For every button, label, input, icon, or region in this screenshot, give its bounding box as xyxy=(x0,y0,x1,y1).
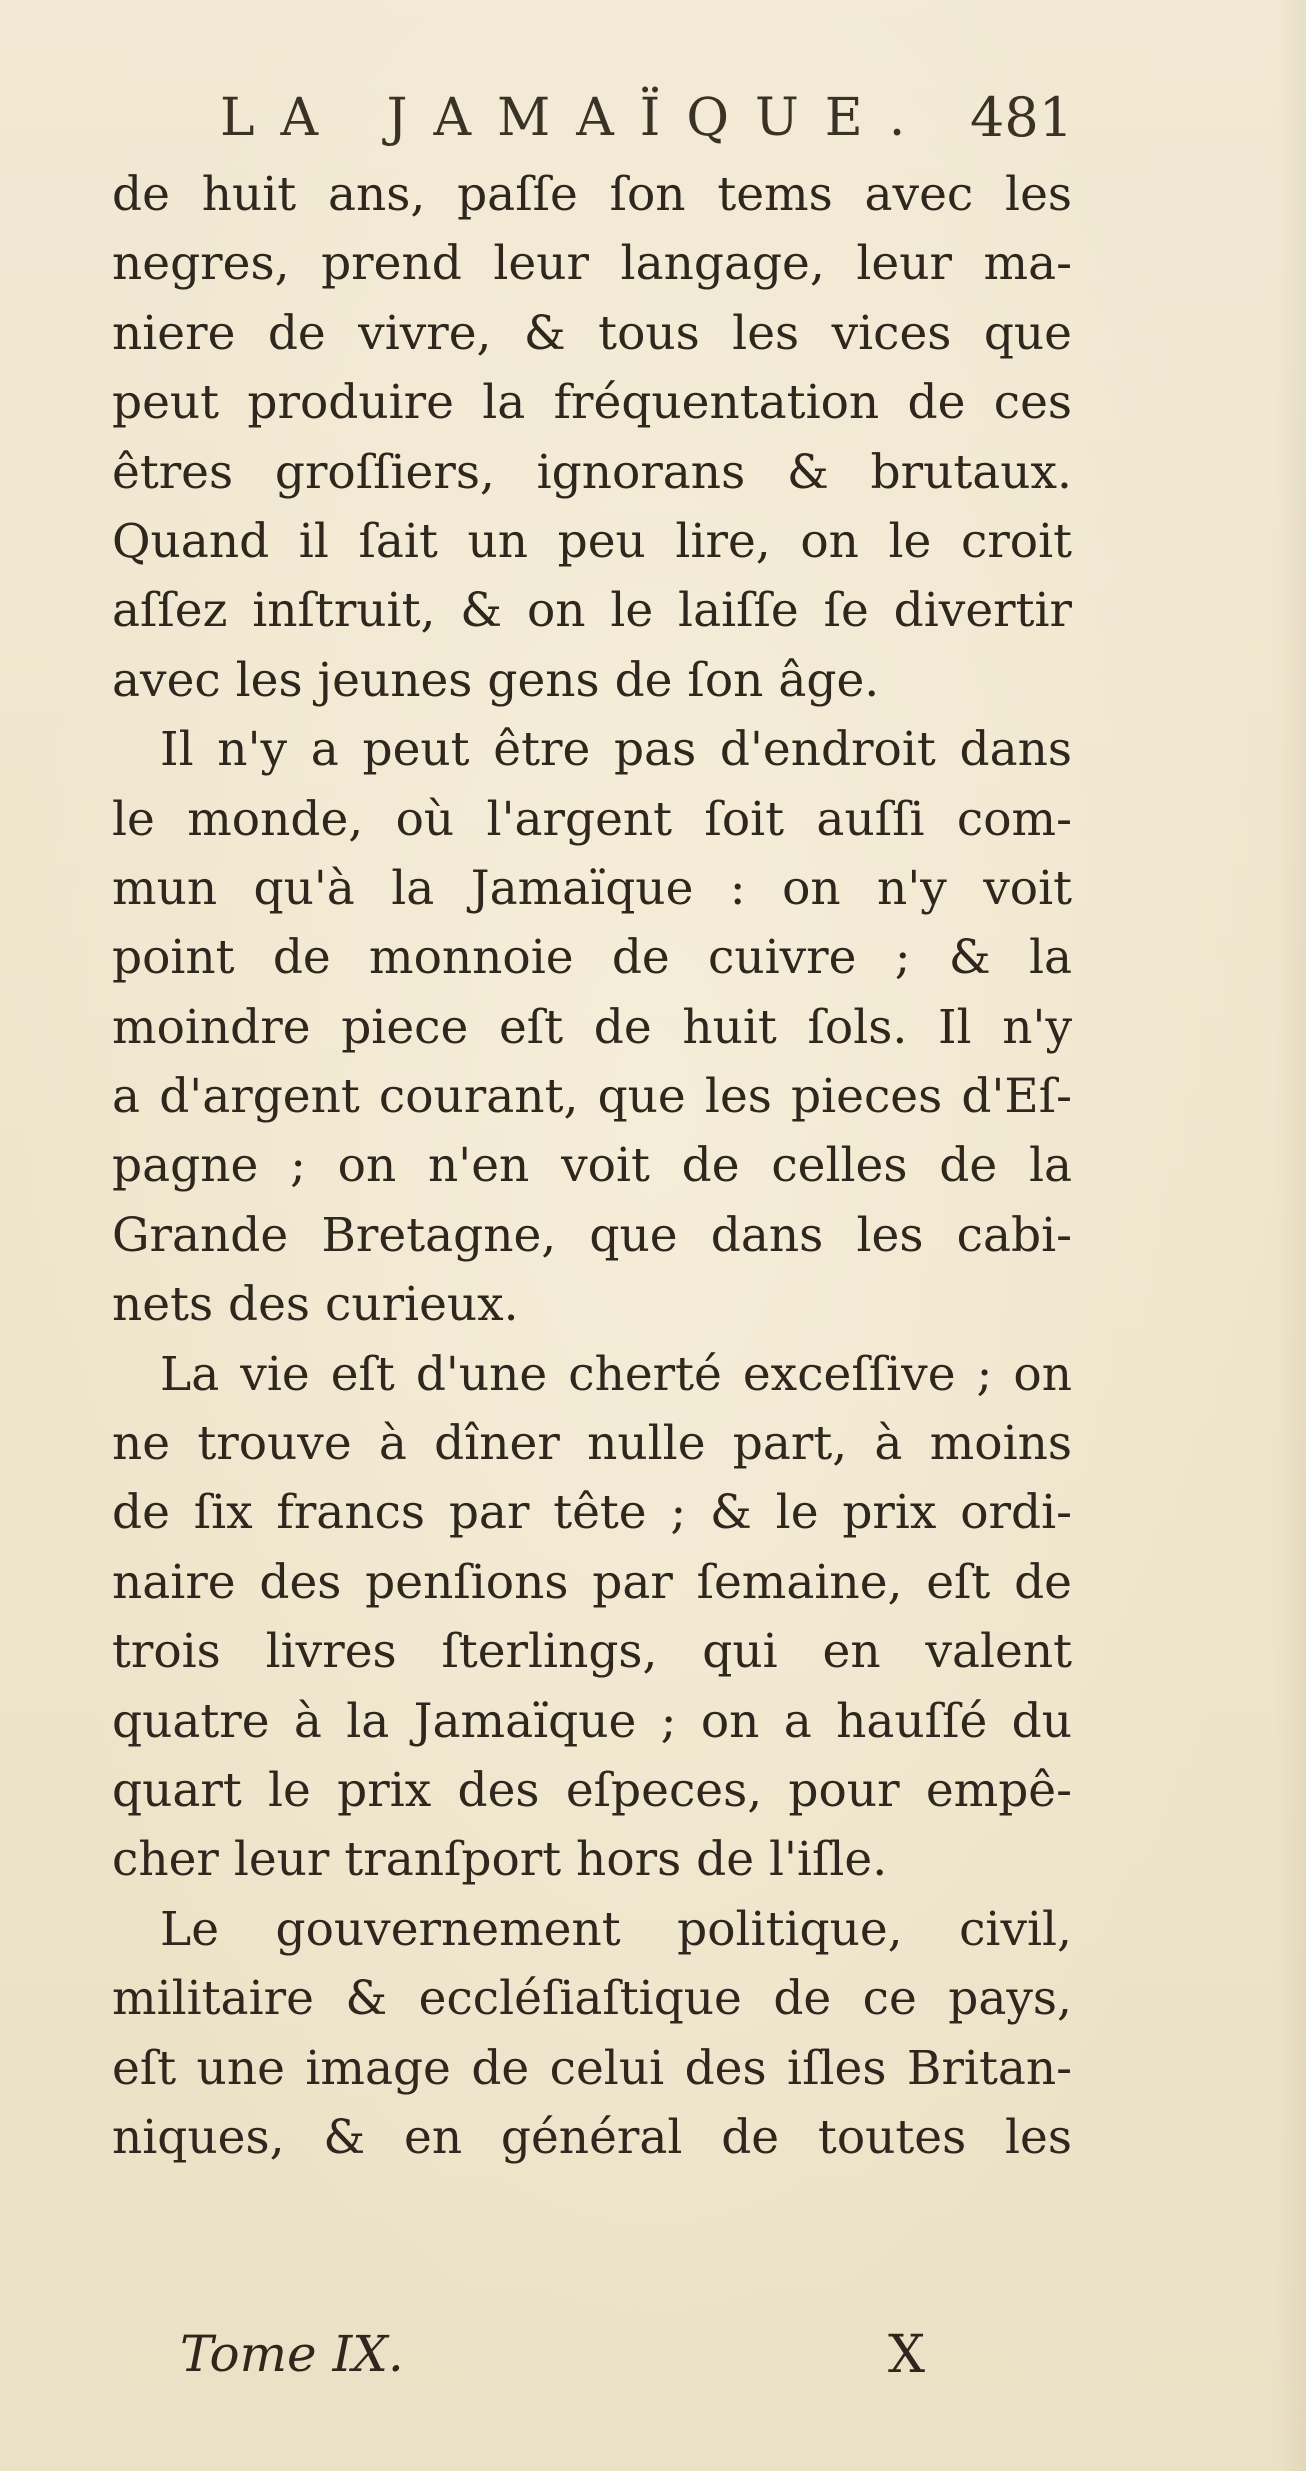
text-line: avec les jeunes gens de ſon âge. xyxy=(112,652,880,708)
text-line: ne trouve à dîner nulle part, à moins xyxy=(112,1416,1072,1472)
signature-mark: X xyxy=(888,2325,926,2385)
text-line: nets des curieux. xyxy=(112,1277,519,1333)
text-line: cher leur tranſport hors de l'iſle. xyxy=(112,1832,888,1888)
text-line: Quand il ſait un peu lire, on le croit xyxy=(112,513,1072,569)
text-line: niques, & en général de toutes les xyxy=(112,2109,1072,2165)
text-line: naire des penſions par ſemaine, eſt de xyxy=(112,1554,1072,1610)
running-head-title: LA JAMAÏQUE. xyxy=(220,88,932,148)
page-footer xyxy=(180,2325,980,2395)
running-head xyxy=(180,78,1080,158)
text-line: Grande Bretagne, que dans les cabi- xyxy=(112,1207,1072,1263)
text-line: a d'argent courant, que les pieces d'Eſ- xyxy=(112,1069,1072,1125)
body-text xyxy=(112,160,1072,2172)
text-line: quatre à la Jamaïque ; on a hauſſé du xyxy=(112,1693,1072,1749)
volume-mark: Tome IX. xyxy=(180,2325,404,2383)
page-edge-shadow xyxy=(1276,0,1306,2471)
page-number: 481 xyxy=(970,86,1074,149)
text-line: quart le prix des eſpeces, pour empê- xyxy=(112,1762,1072,1818)
text-line: eſt une image de celui des iſles Britan- xyxy=(112,2040,1072,2096)
text-line: La vie eſt d'une cherté exceſſive ; on xyxy=(160,1346,1072,1402)
text-line: de huit ans, paſſe ſon tems avec les xyxy=(112,167,1072,222)
text-line: militaire & eccléſiaſtique de ce pays, xyxy=(112,1971,1072,2027)
text-line: le monde, où l'argent ſoit auſſi com- xyxy=(112,791,1072,847)
text-line: mun qu'à la Jamaïque : on n'y voit xyxy=(112,860,1072,916)
text-line: point de monnoie de cuivre ; & la xyxy=(112,930,1072,986)
text-line: peut produire la fréquentation de ces xyxy=(112,375,1072,431)
text-line: moindre piece eſt de huit ſols. Il n'y xyxy=(112,999,1072,1055)
text-line: Le gouvernement politique, civil, xyxy=(160,1901,1072,1957)
text-line: de ſix francs par tête ; & le prix ordi- xyxy=(112,1485,1072,1541)
text-line: Il n'y a peut être pas d'endroit dans xyxy=(160,722,1072,778)
text-line: negres, prend leur langage, leur ma- xyxy=(112,236,1072,292)
text-line: êtres groſſiers, ignorans & brutaux. xyxy=(112,444,1072,500)
text-line: niere de vivre, & tous les vices que xyxy=(112,305,1072,361)
text-line: aſſez inſtruit, & on le laiſſe ſe divertir xyxy=(112,583,1072,639)
text-line: pagne ; on n'en voit de celles de la xyxy=(112,1138,1072,1194)
text-line: trois livres ſterlings, qui en valent xyxy=(112,1624,1072,1680)
